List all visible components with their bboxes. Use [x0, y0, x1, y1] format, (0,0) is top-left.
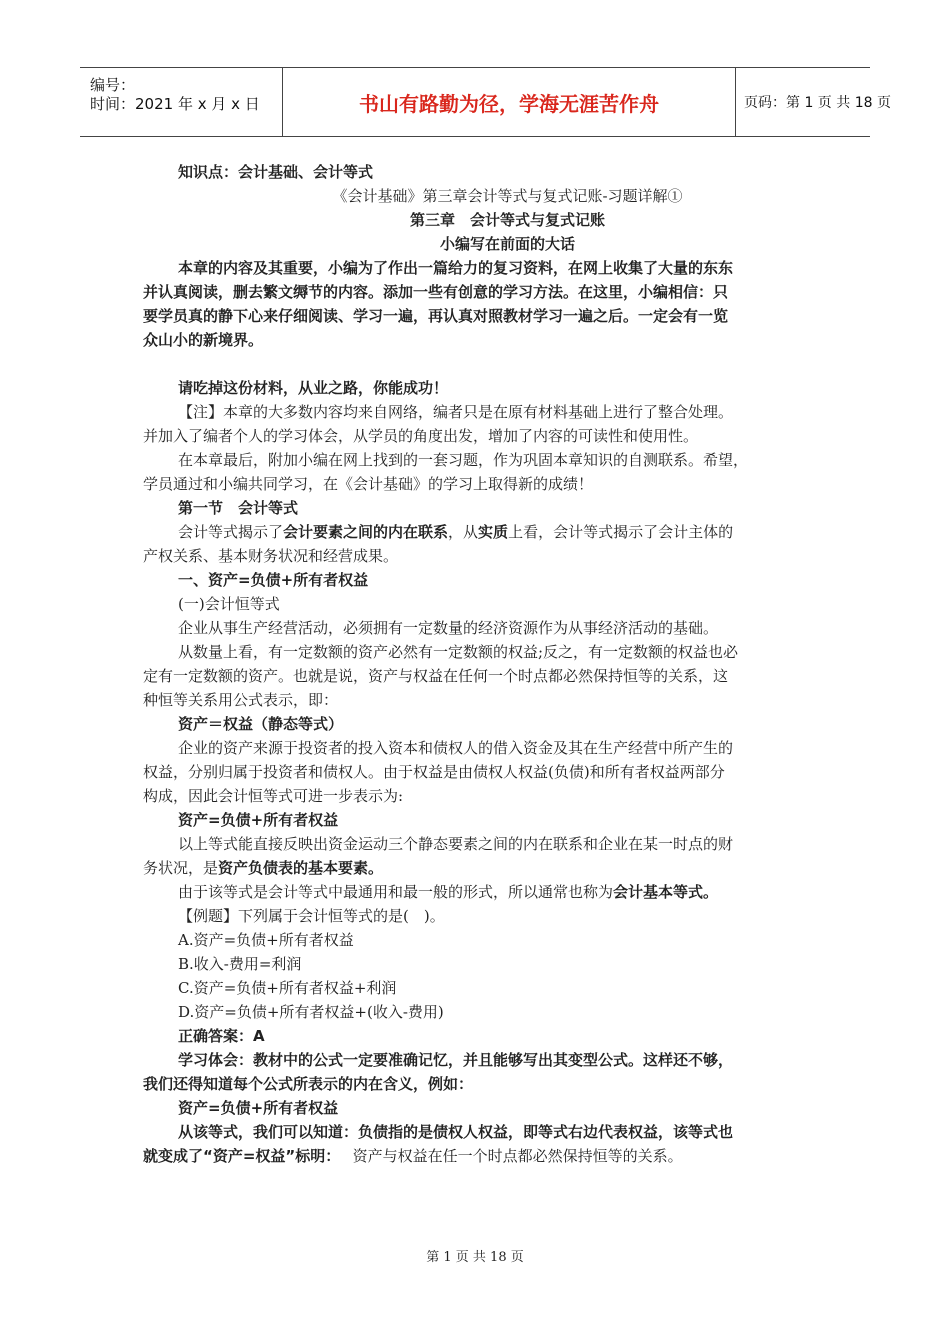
header-motto: 书山有路勤为径，学海无涯苦作舟	[283, 68, 736, 136]
section-heading: 第一节 会计等式	[178, 499, 299, 517]
example-question: 【例题】下列属于会计恒等式的是( )。	[178, 907, 445, 925]
example-answer: 正确答案：A	[178, 1027, 265, 1045]
formula-line: 资产=负债+所有者权益	[178, 811, 339, 829]
study-note-line: 我们还得知道每个公式所表示的内在含义，例如：	[143, 1075, 474, 1093]
document-body	[143, 160, 805, 1168]
formula-line: 资产＝权益（静态等式）	[178, 715, 344, 733]
body-line: 以上等式能直接反映出资金运动三个静态要素之间的内在联系和企业在某一时点的财	[178, 835, 734, 853]
preface-line: 本章的内容及其重要，小编为了作出一篇给力的复习资料，在网上收集了大量的东东	[178, 259, 734, 277]
page-footer: 第 1 页 共 18 页	[426, 1250, 524, 1265]
document-header	[80, 67, 891, 137]
body-line: 企业从事生产经营活动，必须拥有一定数量的经济资源作为从事经济活动的基础。	[178, 619, 719, 637]
note-line: 在本章最后，附加小编在网上找到的一套习题，作为巩固本章知识的自测联系。希望，	[178, 451, 749, 469]
body-line: 产权关系、基本财务状况和经营成果。	[143, 547, 399, 565]
study-note-line: 从该等式，我们可以知道：负债指的是债权人权益，即等式右边代表权益，该等式也	[178, 1123, 734, 1141]
subsection-heading: (一)会计恒等式	[178, 595, 280, 613]
body-line: 会计等式揭示了会计要素之间的内在联系，从实质上看，会计等式揭示了会计主体的	[178, 523, 734, 541]
body-line: 务状况，是资产负债表的基本要素。	[143, 859, 384, 877]
note-line: 学员通过和小编共同学习，在《会计基础》的学习上取得新的成绩！	[143, 475, 594, 493]
subsection-heading: 一、资产=负债+所有者权益	[178, 571, 369, 589]
header-meta-cell	[80, 68, 283, 136]
body-line: 定有一定数额的资产。也就是说，资产与权益在任何一个时点都必然保持恒等的关系，这	[143, 667, 729, 685]
body-line: 种恒等关系用公式表示，即：	[143, 691, 339, 709]
example-option: B.收入-费用=利润	[178, 955, 302, 973]
example-option: D.资产=负债+所有者权益+(收入-费用)	[178, 1003, 444, 1021]
study-note-line: 学习体会：教材中的公式一定要准确记忆，并且能够写出其变型公式。这样还不够，	[178, 1051, 734, 1069]
example-option: C.资产=负债+所有者权益+利润	[178, 979, 397, 997]
number-label: 编号：	[90, 76, 136, 94]
body-line: 企业的资产来源于投资者的投入资本和债权人的借入资金及其在生产经营中所产生的	[178, 739, 734, 757]
example-option: A.资产=负债+所有者权益	[178, 931, 354, 949]
preface-line: 要学员真的静下心来仔细阅读、学习一遍，再认真对照教材学习一遍之后。一定会有一览	[143, 307, 729, 325]
preface-line: 并认真阅读，删去繁文缛节的内容。添加一些有创意的学习方法。在这里，小编相信：只	[143, 283, 729, 301]
study-note-line: 就变成了“资产=权益”标明： 资产与权益在任一个时点都必然保持恒等的关系。	[143, 1147, 683, 1165]
body-line: 从数量上看，有一定数额的资产必然有一定数额的权益;反之，有一定数额的权益也必	[178, 643, 739, 661]
body-line: 权益，分别归属于投资者和债权人。由于权益是由债权人权益(负债)和所有者权益两部分	[143, 763, 725, 781]
body-line: 构成，因此会计恒等式可进一步表示为:	[143, 787, 404, 805]
preface-line: 众山小的新境界。	[143, 331, 264, 349]
body-line: 由于该等式是会计等式中最通用和最一般的形式，所以通常也称为会计基本等式。	[178, 883, 719, 901]
date-label: 时间：2021 年 x 月 x 日	[90, 95, 260, 113]
preface-title: 小编写在前面的大话	[439, 235, 575, 253]
chapter-title: 第三章 会计等式与复式记账	[409, 211, 605, 229]
note-line: 并加入了编者个人的学习体会，从学员的角度出发，增加了内容的可读性和使用性。	[143, 427, 699, 445]
knowledge-point: 知识点：会计基础、会计等式	[178, 163, 374, 181]
motivation-line: 请吃掉这份材料，从业之路，你能成功！	[178, 379, 449, 397]
header-page-label: 页码：第 1 页 共 18 页	[744, 95, 891, 111]
note-line: 【注】本章的大多数内容均来自网络，编者只是在原有材料基础上进行了整合处理。	[178, 403, 734, 421]
document-title: 《会计基础》第三章会计等式与复式记账-习题详解①	[332, 187, 683, 205]
formula-line: 资产=负债+所有者权益	[178, 1099, 339, 1117]
